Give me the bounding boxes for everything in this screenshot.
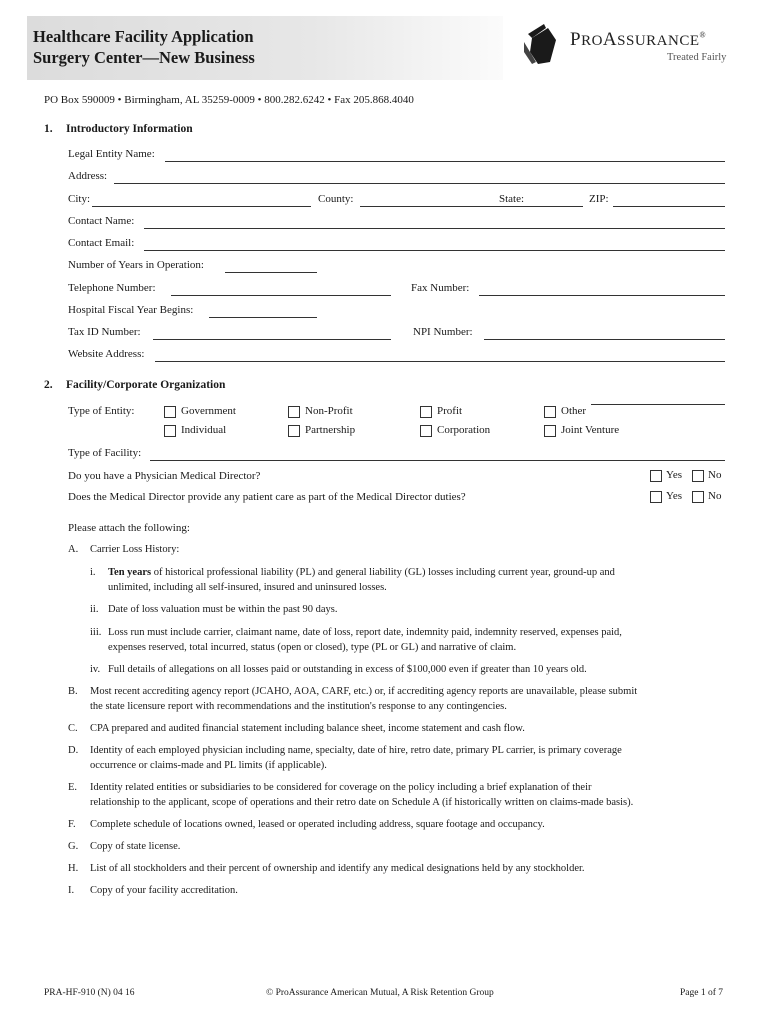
attach-instruction: Please attach the following:: [68, 522, 190, 534]
npi-field[interactable]: [484, 339, 725, 340]
joint-venture-checkbox[interactable]: [544, 425, 556, 437]
non-profit-checkbox[interactable]: [288, 406, 300, 418]
item-a-ii-marker: ii.: [90, 604, 99, 615]
item-e-line-2: relationship to the applicant, scope of operations and their retro date on Schedule A (if historically written on claims-made basis).: [90, 797, 634, 808]
proassurance-logo-icon: [522, 22, 560, 66]
fax-field[interactable]: [479, 295, 725, 296]
address-field[interactable]: [114, 183, 725, 184]
item-h-marker: H.: [68, 863, 79, 874]
title-line-1: Healthcare Facility Application: [33, 27, 254, 46]
title-line-2: Surgery Center—New Business: [33, 48, 255, 67]
facility-type-row: [68, 447, 728, 463]
website-label: Website Address:: [68, 348, 145, 360]
other-field[interactable]: [591, 404, 725, 405]
state-label: State:: [499, 193, 525, 205]
partnership-label: Partnership: [305, 424, 356, 436]
q1-yes-checkbox[interactable]: [650, 470, 662, 482]
address-label: Address:: [68, 170, 108, 182]
q2-no-checkbox[interactable]: [692, 491, 704, 503]
city-label: City:: [68, 193, 91, 205]
q1-no-label: No: [708, 469, 722, 481]
legal-entity-label: Legal Entity Name:: [68, 148, 155, 160]
telephone-label: Telephone Number:: [68, 282, 156, 294]
item-c-text: CPA prepared and audited financial statement including balance sheet, income statement and cash flow.: [90, 723, 525, 734]
section-1-number: 1.: [44, 123, 53, 135]
tax-id-row: [68, 326, 728, 342]
contact-email-label: Contact Email:: [68, 237, 135, 249]
item-f-text: Complete schedule of locations owned, leased or operated including address, square footage and occupancy.: [90, 819, 545, 830]
entity-type-label: Type of Entity:: [68, 405, 135, 417]
fiscal-year-row: [68, 304, 728, 320]
logo-p: P: [570, 29, 582, 50]
website-field[interactable]: [155, 361, 725, 362]
patient-care-question: Does the Medical Director provide any patient care as part of the Medical Director duties?: [68, 491, 466, 503]
item-a-iii-marker: iii.: [90, 627, 102, 638]
item-a-iv-text: Full details of allegations on all losses paid or outstanding in excess of $100,000 even if greater than 10 years old.: [108, 664, 587, 675]
item-a-text: Carrier Loss History:: [90, 544, 180, 555]
contact-name-label: Contact Name:: [68, 215, 135, 227]
form-code: PRA-HF-910 (N) 04 16: [44, 988, 135, 998]
logo-ssurance: SSURANCE: [617, 33, 700, 49]
item-a-i-line-1: of historical professional liability (PL) and general liability (GL) losses including current year, ground-up and: [151, 567, 615, 578]
q1-no-checkbox[interactable]: [692, 470, 704, 482]
item-g-marker: G.: [68, 841, 79, 852]
fiscal-year-label: Hospital Fiscal Year Begins:: [68, 304, 194, 316]
facility-type-field[interactable]: [150, 460, 725, 461]
website-row: [68, 348, 728, 364]
item-a-ii-text: Date of loss valuation must be within the past 90 days.: [108, 604, 338, 615]
q1-yes-label: Yes: [666, 469, 683, 481]
county-label: County:: [318, 193, 354, 205]
government-label: Government: [181, 405, 236, 417]
city-row: [68, 193, 728, 209]
section-2-number: 2.: [44, 379, 53, 391]
profit-checkbox[interactable]: [420, 406, 432, 418]
telephone-field[interactable]: [171, 295, 391, 296]
address-row: [68, 170, 728, 186]
q2-no-label: No: [708, 490, 722, 502]
years-field[interactable]: [225, 272, 317, 273]
item-b-line-1: Most recent accrediting agency report (JCAHO, AOA, CARF, etc.) or, if accrediting agency reports are unavailable, please submit: [90, 686, 638, 697]
item-a-iii-line-2: expenses reserved, total incurred, status (open or closed), type (PL or GL) and narrative of claim.: [108, 642, 517, 653]
state-field[interactable]: [528, 206, 583, 207]
logo-wordmark: [570, 29, 706, 51]
profit-label: Profit: [437, 405, 463, 417]
q2-yes-checkbox[interactable]: [650, 491, 662, 503]
tax-id-field[interactable]: [153, 339, 391, 340]
zip-label: ZIP:: [589, 193, 609, 205]
government-checkbox[interactable]: [164, 406, 176, 418]
item-g-text: Copy of state license.: [90, 841, 181, 852]
item-d-line-2: occurrence or claims-made and PL limits (if applicable).: [90, 760, 327, 771]
years-label: Number of Years in Operation:: [68, 259, 204, 271]
item-f-marker: F.: [68, 819, 76, 830]
item-i-marker: I.: [68, 885, 75, 896]
document-title: [33, 26, 255, 68]
fiscal-year-field[interactable]: [209, 317, 317, 318]
facility-type-label: Type of Facility:: [68, 447, 142, 459]
item-e-marker: E.: [68, 782, 78, 793]
item-d-line-1: Identity of each employed physician including name, specialty, date of hire, retro date, primary PL carrier, is primary coverage: [90, 745, 622, 756]
q2-yes-label: Yes: [666, 490, 683, 502]
telephone-row: [68, 282, 728, 298]
item-d-marker: D.: [68, 745, 79, 756]
individual-checkbox[interactable]: [164, 425, 176, 437]
years-row: [68, 259, 728, 275]
item-a-i-marker: i.: [90, 567, 96, 578]
item-a-i-line-2: unlimited, including all self-insured, insured and uninsured losses.: [108, 582, 387, 593]
contact-name-field[interactable]: [144, 228, 725, 229]
page-number: Page 1 of 7: [680, 988, 724, 998]
npi-label: NPI Number:: [413, 326, 473, 338]
legal-entity-field[interactable]: [165, 161, 725, 162]
item-a-iv-marker: iv.: [90, 664, 101, 675]
zip-field[interactable]: [613, 206, 725, 207]
item-i-text: Copy of your facility accreditation.: [90, 885, 238, 896]
city-field[interactable]: [92, 206, 311, 207]
section-2-title: Facility/Corporate Organization: [66, 379, 226, 391]
partnership-checkbox[interactable]: [288, 425, 300, 437]
legal-entity-row: [68, 148, 728, 164]
logo-tagline: Treated Fairly: [667, 52, 727, 63]
corporation-label: Corporation: [437, 424, 491, 436]
logo-ro: RO: [581, 33, 603, 49]
item-a-marker: A.: [68, 544, 79, 555]
corporation-checkbox[interactable]: [420, 425, 432, 437]
item-a-iii-line-1: Loss run must include carrier, claimant name, date of loss, report date, indemnity paid, indemnity reserved, expenses paid,: [108, 627, 622, 638]
item-e-line-1: Identity related entities or subsidiaries to be considered for coverage on the policy including a brief explanation of their: [90, 782, 592, 793]
medical-director-question: Do you have a Physician Medical Director?: [68, 470, 261, 482]
item-h-text: List of all stockholders and their percent of ownership and identify any medical designations held by any stockholder.: [90, 863, 585, 874]
other-checkbox[interactable]: [544, 406, 556, 418]
individual-label: Individual: [181, 424, 227, 436]
fax-label: Fax Number:: [411, 282, 470, 294]
section-1-title: Introductory Information: [66, 123, 193, 135]
contact-email-row: [68, 237, 728, 253]
item-b-marker: B.: [68, 686, 78, 697]
copyright: © ProAssurance American Mutual, A Risk Retention Group: [266, 988, 494, 998]
tax-id-label: Tax ID Number:: [68, 326, 141, 338]
contact-email-field[interactable]: [144, 250, 725, 251]
item-a-i-bold: Ten years: [108, 567, 152, 578]
mailing-address: PO Box 590009 • Birmingham, AL 35259-0009 • 800.282.6242 • Fax 205.868.4040: [44, 94, 414, 106]
item-c-marker: C.: [68, 723, 78, 734]
other-label: Other: [561, 405, 587, 417]
non-profit-label: Non-Profit: [305, 405, 353, 417]
item-b-line-2: the state licensure report with recommendations and the institution's response to any contingencies.: [90, 701, 507, 712]
logo-a: A: [602, 29, 618, 50]
contact-name-row: [68, 215, 728, 231]
joint-venture-label: Joint Venture: [561, 424, 620, 436]
logo-registered: ®: [699, 30, 707, 40]
